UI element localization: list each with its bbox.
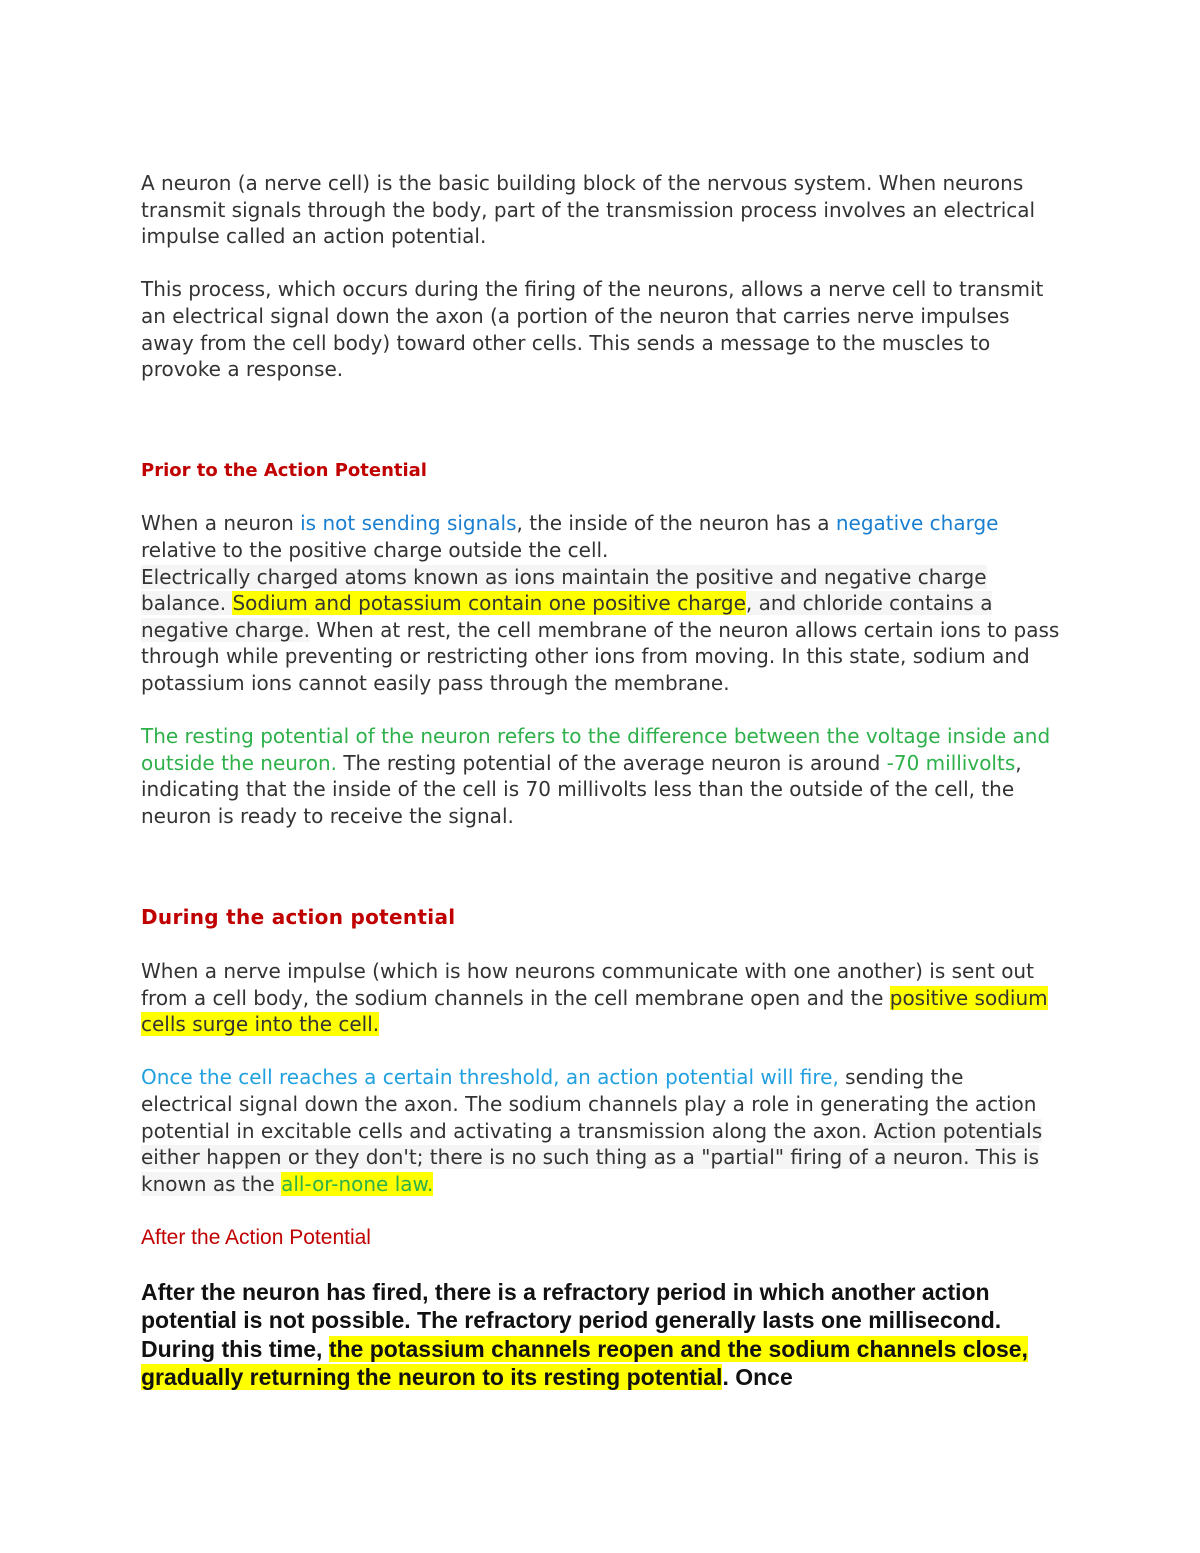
negative-charge-phrase: negative charge <box>835 511 999 536</box>
prior-paragraph-3: The resting potential of the neuron refers to the difference between the voltage inside and outside the neuron. The resting potential of the average neuron is around -70 millivolts, indicating that the inside of the cell is 70 millivolts less than the outside of the cell, the neuron is ready to receive the signal. <box>141 724 1051 828</box>
after-heading: After the Action Potential <box>141 1226 371 1249</box>
during-paragraph-2: Once the cell reaches a certain threshold, an action potential will fire, sending the electrical signal down the axon. The sodium channels play a role in generating the action potential in excitable cells and activating a transmission along the axon. Action potentials either happen or they don't; there is no such thing as a "partial" firing of a neuron. This is known as the all-or-none law. <box>141 1065 1043 1196</box>
minus-70-millivolts: -70 millivolts <box>886 750 1016 775</box>
prior-paragraph-2: Electrically charged atoms known as ions maintain the positive and negative charge balance. Sodium and potassium contain one positive charge, and chloride contains a negative charge. When at rest, the cell membrane of the neuron allows certain ions to pass through while preventing or restricting other ions from moving. In this state, sodium and potassium ions cannot easily pass through the membrane. <box>141 564 1060 695</box>
not-sending-signals-phrase: is not sending signals <box>300 511 517 536</box>
all-or-none-text: Action potentials either happen or they don't; there is no such thing as a "partial" firing of a neuron. This is known as the all-or-none law. <box>141 1118 1043 1196</box>
sodium-surge-highlight: positive sodium cells surge into the cell. <box>141 985 1048 1037</box>
prior-paragraph-1: When a neuron is not sending signals, the inside of the neuron has a negative charge relative to the positive charge outside the cell. <box>141 511 999 562</box>
threshold-phrase: Once the cell reaches a certain threshold, an action potential will fire, <box>141 1065 839 1090</box>
document-body <box>141 170 1061 1392</box>
potassium-sodium-highlight: the potassium channels reopen and the sodium channels close, gradually returning the neuron to its resting potential <box>141 1335 1028 1391</box>
resting-potential-definition: The resting potential of the neuron refers to the difference between the voltage inside and outside the neuron. <box>141 724 1051 775</box>
after-paragraph-1: After the neuron has fired, there is a refractory period in which another action potential is not possible. The refractory period generally lasts one millisecond. During this time, the potassium channels reopen and the sodium channels close, gradually returning the neuron to its resting potential. Once <box>141 1278 1028 1391</box>
intro-paragraph-1: A neuron (a nerve cell) is the basic building block of the nervous system. When neurons transmit signals through the body, part of the transmission process involves an electrical impulse called an action potential. <box>141 171 1036 249</box>
during-heading: During the action potential <box>141 905 456 930</box>
intro-paragraph-2: This process, which occurs during the firing of the neurons, allows a nerve cell to transmit an electrical signal down the axon (a portion of the neuron that carries nerve impulses away from the cell body) toward other cells. This sends a message to the muscles to provoke a response. <box>141 277 1044 382</box>
prior-heading: Prior to the Action Potential <box>141 459 427 481</box>
all-or-none-law-highlight: all-or-none law. <box>281 1171 434 1196</box>
during-paragraph-1: When a nerve impulse (which is how neurons communicate with one another) is sent out from a cell body, the sodium channels in the cell membrane open and the positive sodium cells surge into the cell. <box>141 959 1048 1037</box>
ions-balance-text: Electrically charged atoms known as ions maintain the positive and negative charge balance. Sodium and potassium contain one positive charge, and chloride contains a negative charge. <box>141 564 993 642</box>
sodium-potassium-highlight: Sodium and potassium contain one positive charge <box>232 591 746 616</box>
